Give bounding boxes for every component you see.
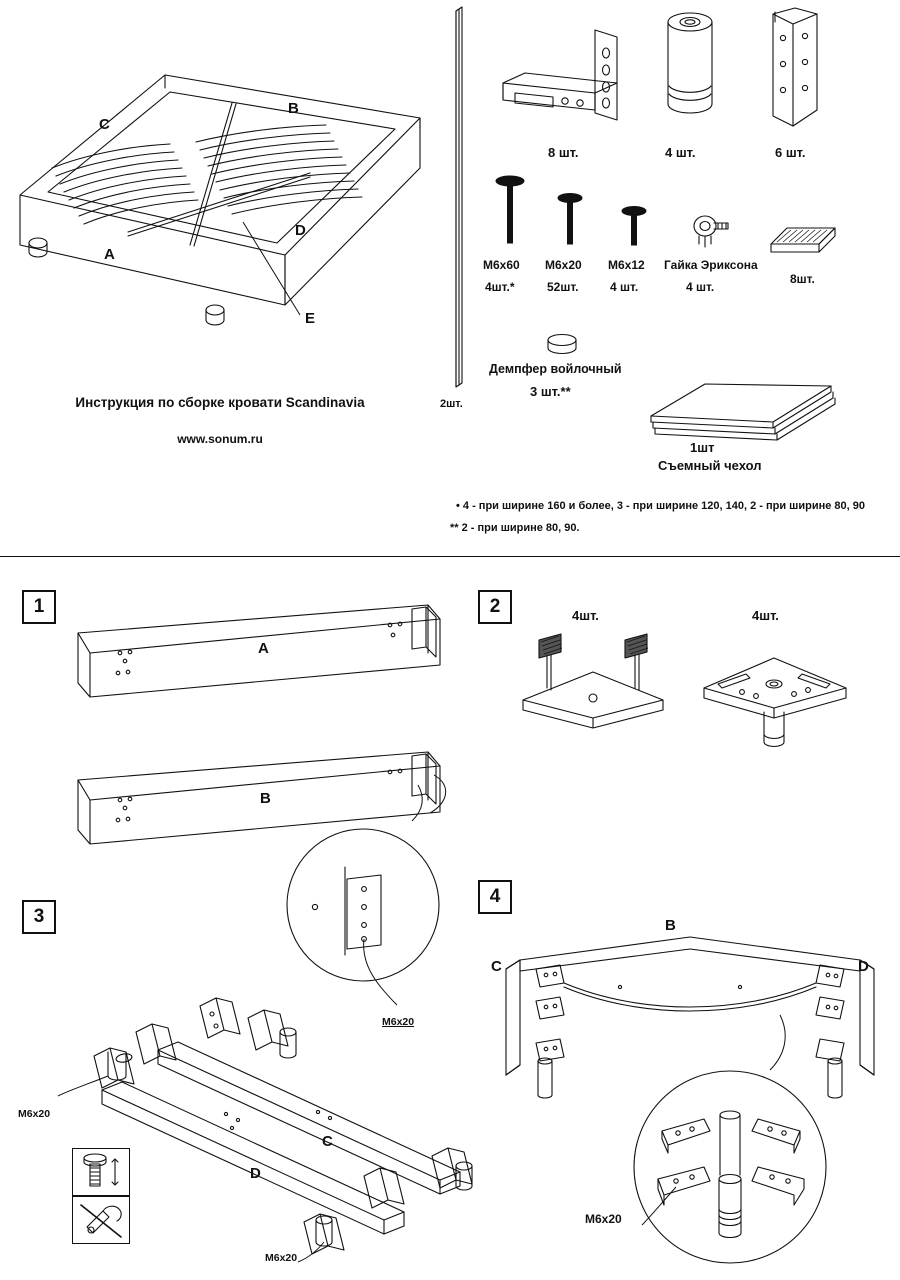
part-leg xyxy=(655,8,725,128)
document-website: www.sonum.ru xyxy=(177,432,263,446)
part-slat-holder-qty: 8шт. xyxy=(790,272,815,286)
footnote-one: • 4 - при ширине 160 и более, 3 - при ширине 120, 140, 2 - при ширине 80, 90 xyxy=(456,500,865,512)
step-3-label-d: D xyxy=(250,1165,261,1182)
step-2-label-right: 4шт. xyxy=(752,608,779,623)
step-3-number xyxy=(22,900,56,934)
step-2-illustration-left xyxy=(505,630,680,740)
overview-label-c: C xyxy=(99,116,110,133)
part-felt-damper xyxy=(542,332,582,358)
step-4-label-b: B xyxy=(665,917,676,934)
part-felt-damper-qty: 3 шт.** xyxy=(530,384,571,399)
step-4-label-c: C xyxy=(491,958,502,975)
step-4-callout-m6x20: M6x20 xyxy=(585,1212,622,1226)
step-1-number-text: 1 xyxy=(33,596,45,617)
part-angle-plate-qty: 6 шт. xyxy=(775,145,806,160)
part-erikson-nut xyxy=(688,215,732,251)
part-bolt-m6x60-qty: 4шт.* xyxy=(485,280,515,294)
overview-label-e: E xyxy=(305,310,316,327)
part-corner-bracket-qty: 8 шт. xyxy=(548,145,579,160)
step-3-label-c: C xyxy=(322,1133,333,1150)
step-4-label-d: D xyxy=(858,958,869,975)
part-cover-qty: 1шт xyxy=(690,440,715,455)
step-4-number-text: 4 xyxy=(489,886,501,907)
document-title: Инструкция по сборке кровати Scandinavia xyxy=(75,395,365,410)
part-bolt-m6x20-qty: 52шт. xyxy=(547,280,579,294)
step-2-illustration-right xyxy=(690,630,865,750)
step-3-callout-m6x20-bottom: M6x20 xyxy=(265,1252,298,1264)
part-rail xyxy=(446,5,476,395)
part-corner-bracket xyxy=(495,25,635,130)
step-1-number xyxy=(22,590,56,624)
part-bolt-m6x12-name: M6x12 xyxy=(608,258,645,272)
step-4-number xyxy=(478,880,512,914)
step-3-no-tool-icon-box xyxy=(72,1196,130,1244)
overview-illustration xyxy=(0,0,440,400)
footnote-two: ** 2 - при ширине 80, 90. xyxy=(450,522,580,534)
part-bolt-m6x20-name: M6x20 xyxy=(545,258,582,272)
overview-label-b: B xyxy=(288,100,299,117)
part-cover xyxy=(645,378,835,453)
step-2-number-text: 2 xyxy=(489,596,501,617)
step-3-tighten-icon-box xyxy=(72,1148,130,1196)
part-angle-plate xyxy=(765,8,825,128)
step-1-label-a: A xyxy=(258,640,269,657)
part-bolt-m6x20 xyxy=(553,192,587,246)
step-3-callout-m6x20-left: M6x20 xyxy=(18,1108,51,1120)
overview-label-a: A xyxy=(104,246,115,263)
step-2-number xyxy=(478,590,512,624)
overview-label-d: D xyxy=(295,222,306,239)
part-bolt-m6x60-name: M6x60 xyxy=(483,258,520,272)
part-erikson-nut-name: Гайка Эриксона xyxy=(664,258,758,272)
part-leg-qty: 4 шт. xyxy=(665,145,696,160)
step-1-label-b: B xyxy=(260,790,271,807)
section-divider xyxy=(0,556,900,557)
step-4-detail-callout xyxy=(600,1075,870,1275)
step-1-callout-m6x20: M6x20 xyxy=(382,1016,415,1028)
part-cover-name: Съемный чехол xyxy=(658,458,762,473)
part-rail-qty: 2шт. xyxy=(440,398,463,410)
part-felt-damper-name: Демпфер войлочный xyxy=(489,362,622,376)
part-bolt-m6x12 xyxy=(617,205,651,247)
part-erikson-nut-qty: 4 шт. xyxy=(686,280,715,294)
part-bolt-m6x60 xyxy=(490,175,530,245)
step-2-label-left: 4шт. xyxy=(572,608,599,623)
part-bolt-m6x12-qty: 4 шт. xyxy=(610,280,639,294)
part-slat-holder xyxy=(765,222,841,262)
step-3-number-text: 3 xyxy=(33,906,45,927)
